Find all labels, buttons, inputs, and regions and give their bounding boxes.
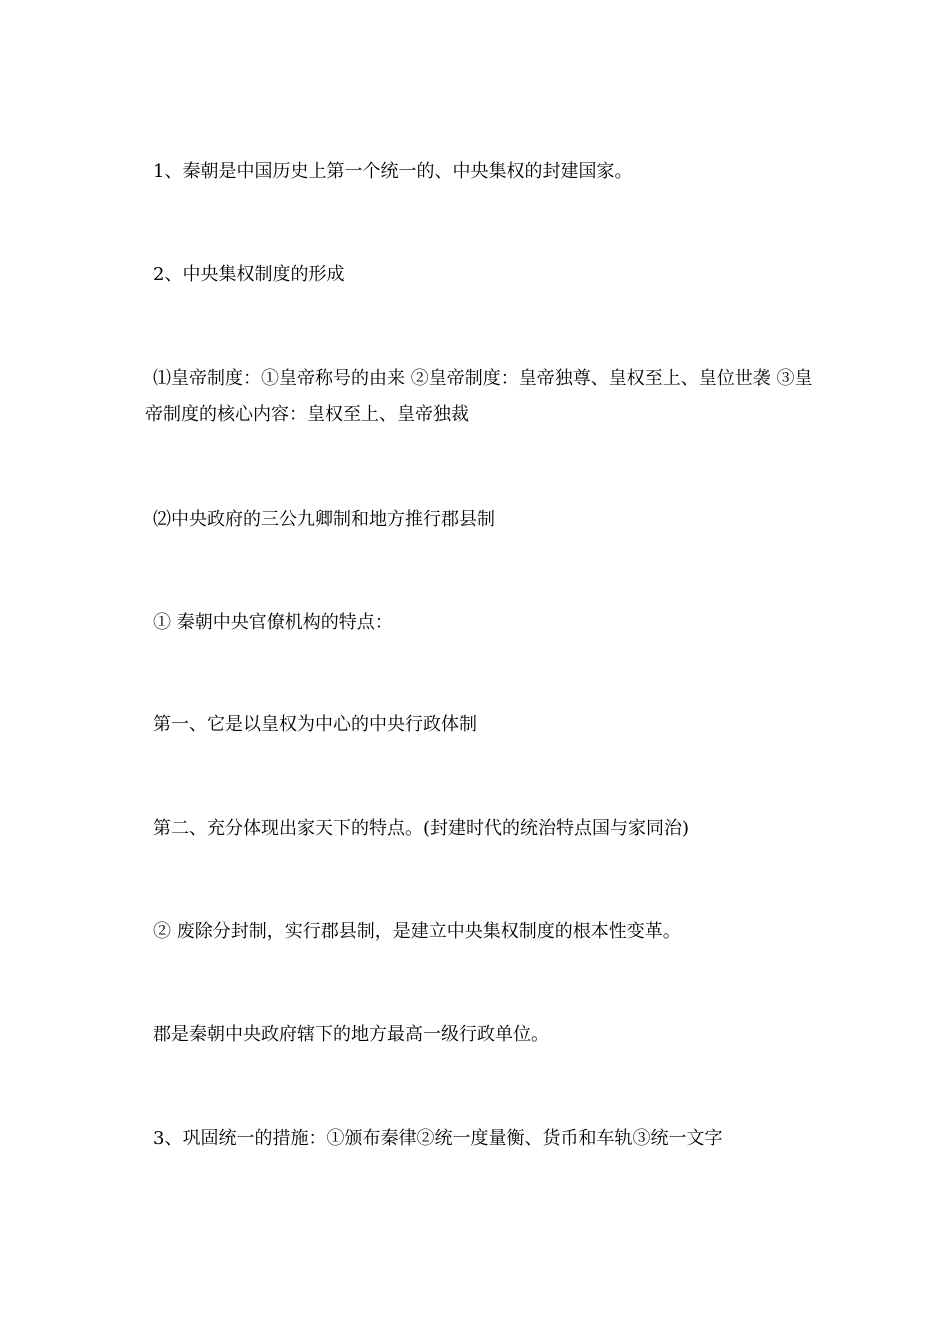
paragraph-10: 3、巩固统一的措施：①颁布秦律②统一度量衡、货币和车轨③统一文字: [153, 1128, 723, 1149]
paragraph-8: ② 废除分封制，实行郡县制，是建立中央集权制度的根本性变革。: [153, 921, 681, 942]
paragraph-3: ⑴皇帝制度：①皇帝称号的由来 ②皇帝制度：皇帝独尊、皇权至上、皇位世袭 ③皇帝制度的核心内容：皇权至上、皇帝独裁: [145, 368, 813, 425]
paragraph-2: 2、中央集权制度的形成: [153, 264, 345, 285]
paragraph-5: ① 秦朝中央官僚机构的特点：: [153, 612, 393, 633]
paragraph-9: 郡是秦朝中央政府辖下的地方最高一级行政单位。: [153, 1024, 549, 1045]
paragraph-6: 第一、它是以皇权为中心的中央行政体制: [153, 714, 477, 735]
paragraph-4: ⑵中央政府的三公九卿制和地方推行郡县制: [153, 509, 495, 530]
paragraph-7: 第二、充分体现出家天下的特点。(封建时代的统治特点国与家同治): [153, 818, 690, 839]
paragraph-1: 1、秦朝是中国历史上第一个统一的、中央集权的封建国家。: [153, 161, 633, 182]
